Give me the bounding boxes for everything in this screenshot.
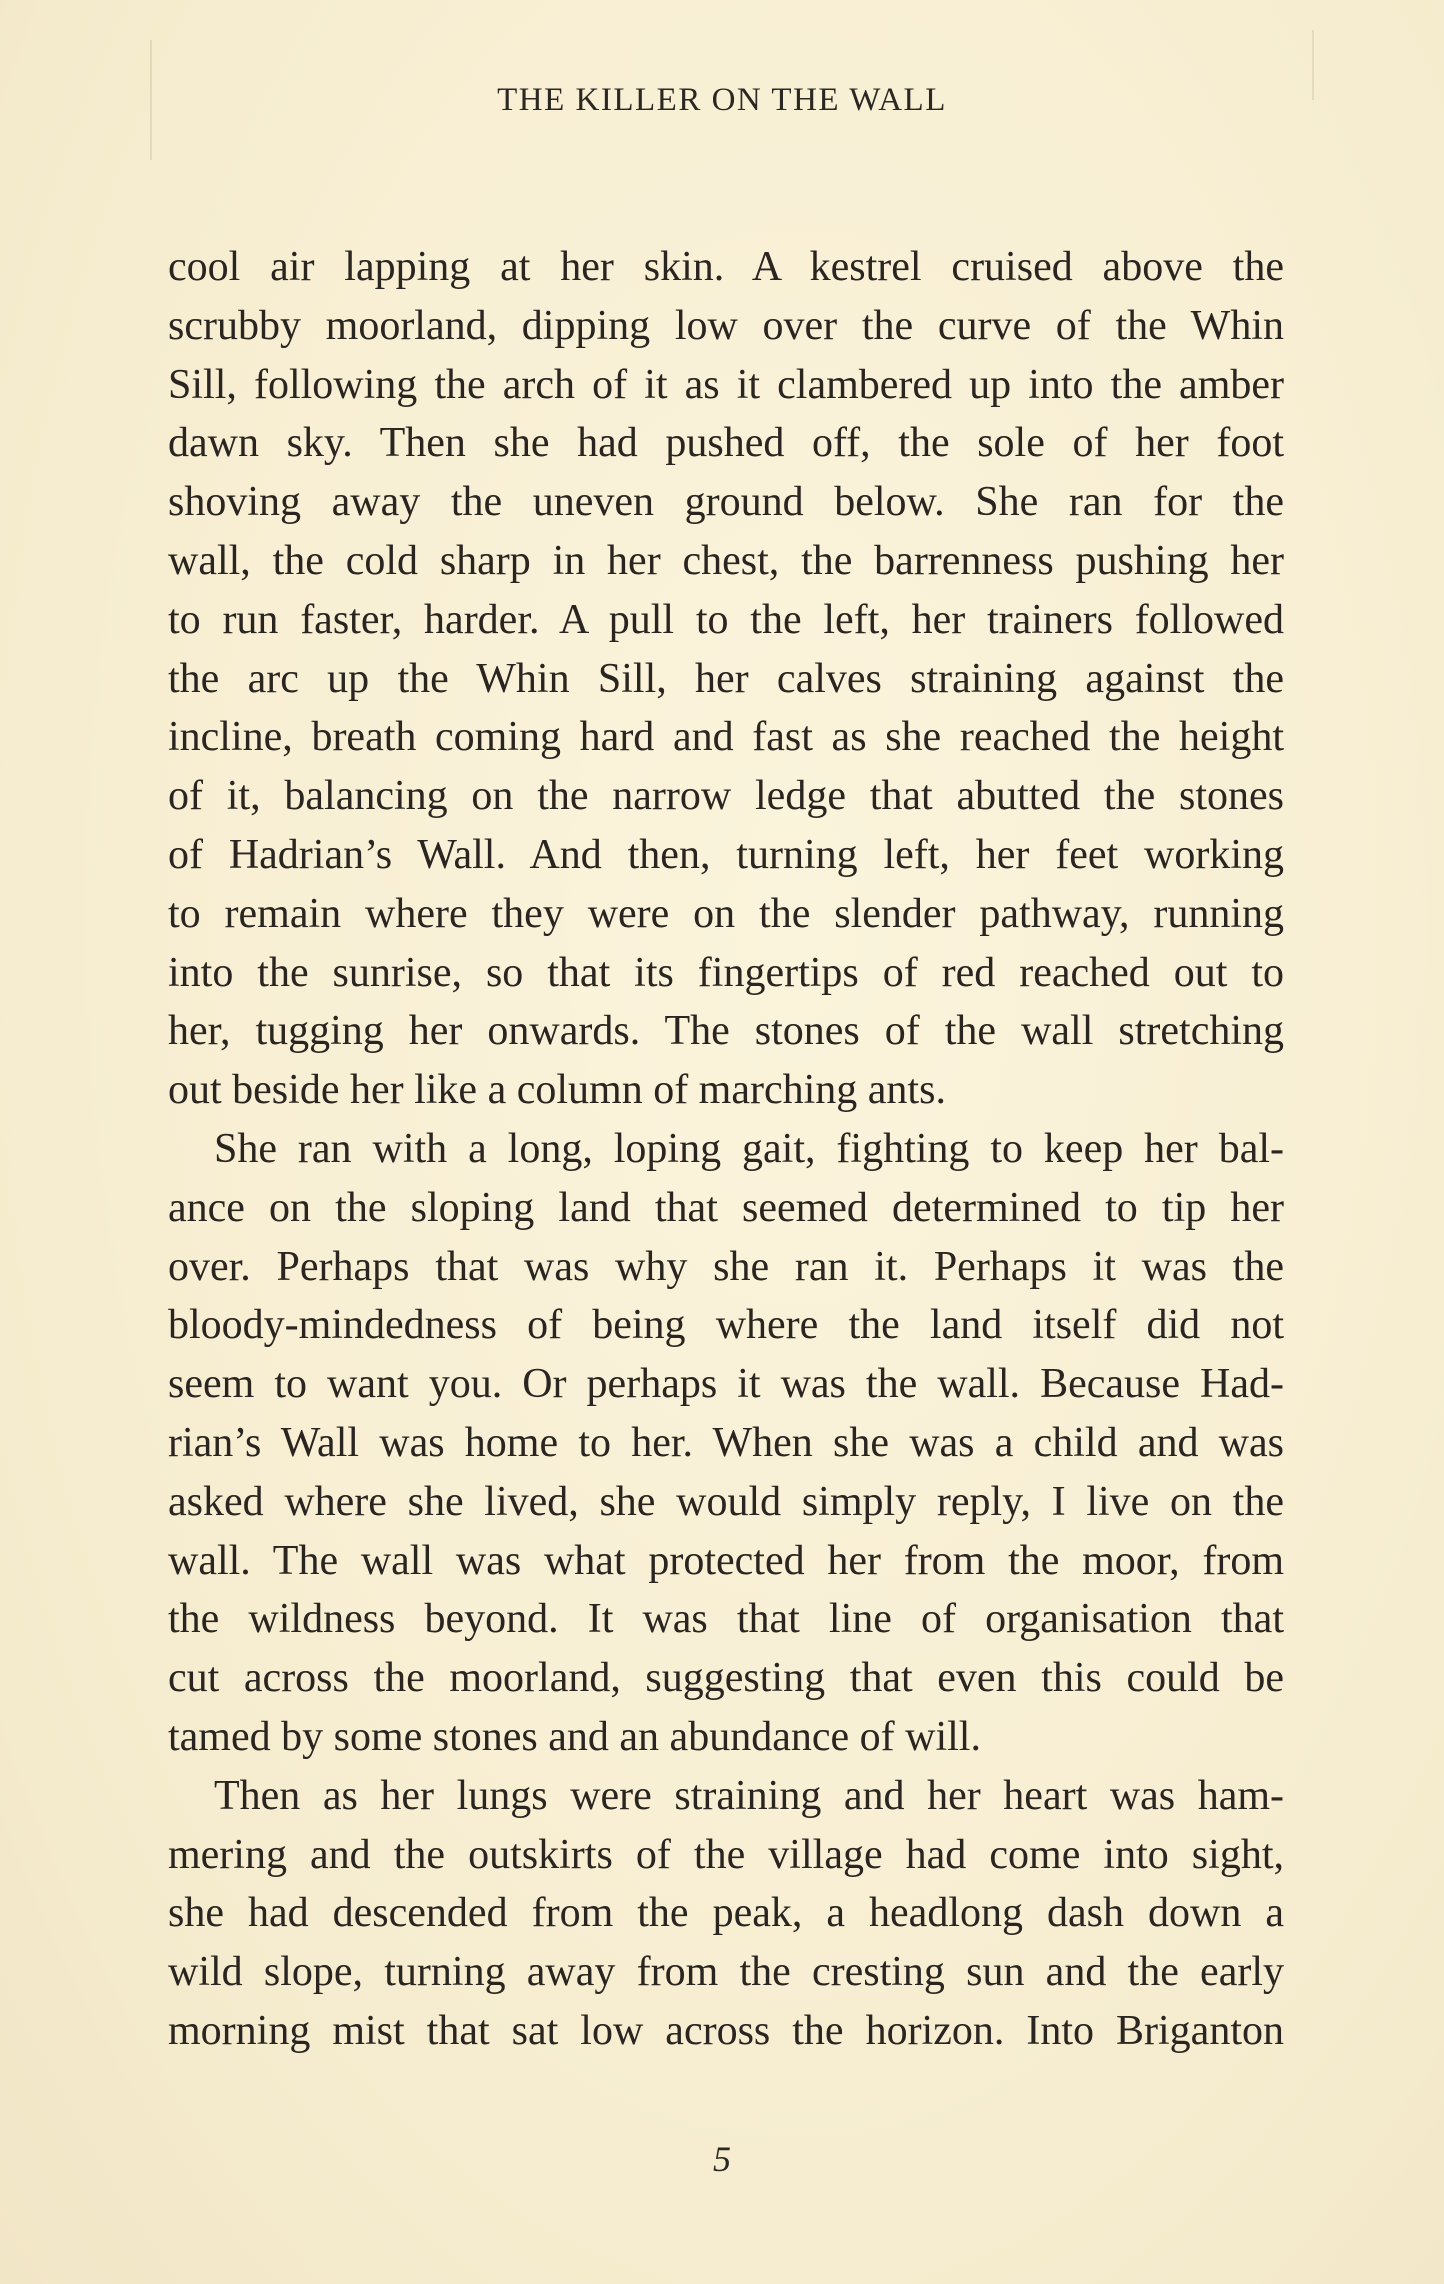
text-line: wall. The wall was what protected her from the moor, from — [168, 1537, 1284, 1584]
text-line: Sill, following the arch of it as it clambered up into the amber — [168, 361, 1284, 408]
text-line: tamed by some stones and an abundance of will. — [168, 1713, 981, 1760]
text-line: rian’s Wall was home to her. When she was a child and was — [168, 1419, 1284, 1466]
text-line: cut across the moorland, suggesting that even this could be — [168, 1655, 1284, 1702]
text-line: out beside her like a column of marching ants. — [168, 1067, 946, 1114]
body-text — [168, 238, 1284, 2061]
text-line: wild slope, turning away from the cresting sun and the early — [168, 1949, 1284, 1996]
text-line: to remain where they were on the slender pathway, running — [168, 890, 1284, 937]
text-line: the wildness beyond. It was that line of organisation that — [168, 1596, 1284, 1643]
text-line: scrubby moorland, dipping low over the curve of the Whin — [168, 302, 1284, 349]
text-line: cool air lapping at her skin. A kestrel cruised above the — [168, 244, 1284, 290]
text-line: bloody-mindedness of being where the land itself did not — [168, 1302, 1284, 1349]
text-line: Then as her lungs were straining and her heart was ham- — [214, 1772, 1284, 1819]
text-line: of Hadrian’s Wall. And then, turning left, her feet working — [168, 831, 1284, 878]
text-line: wall, the cold sharp in her chest, the barrenness pushing her — [168, 537, 1284, 584]
text-line: over. Perhaps that was why she ran it. Perhaps it was the — [168, 1243, 1284, 1290]
text-line: her, tugging her onwards. The stones of the wall stretching — [168, 1008, 1284, 1055]
text-line: dawn sky. Then she had pushed off, the sole of her foot — [168, 420, 1284, 467]
text-line: she had descended from the peak, a headlong dash down a — [168, 1890, 1284, 1937]
text-line: seem to want you. Or perhaps it was the wall. Because Had- — [168, 1361, 1284, 1408]
text-line: morning mist that sat low across the horizon. Into Briganton — [168, 2007, 1284, 2054]
text-line: shoving away the uneven ground below. She ran for the — [168, 479, 1284, 526]
text-line: into the sunrise, so that its fingertips of red reached out to — [168, 949, 1284, 996]
page-number: 5 — [713, 2139, 731, 2179]
text-line: ance on the sloping land that seemed determined to tip her — [168, 1184, 1284, 1231]
text-line: asked where she lived, she would simply reply, I live on the — [168, 1478, 1284, 1525]
running-head: THE KILLER ON THE WALL — [497, 82, 947, 118]
text-line: incline, breath coming hard and fast as she reached the height — [168, 714, 1284, 761]
text-line: to run faster, harder. A pull to the left, her trainers followed — [168, 596, 1284, 643]
text-line: mering and the outskirts of the village had come into sight, — [168, 1831, 1284, 1878]
text-line: the arc up the Whin Sill, her calves straining against the — [168, 655, 1284, 702]
text-line: She ran with a long, loping gait, fighting to keep her bal- — [214, 1125, 1284, 1172]
text-line: of it, balancing on the narrow ledge that abutted the stones — [168, 773, 1284, 820]
